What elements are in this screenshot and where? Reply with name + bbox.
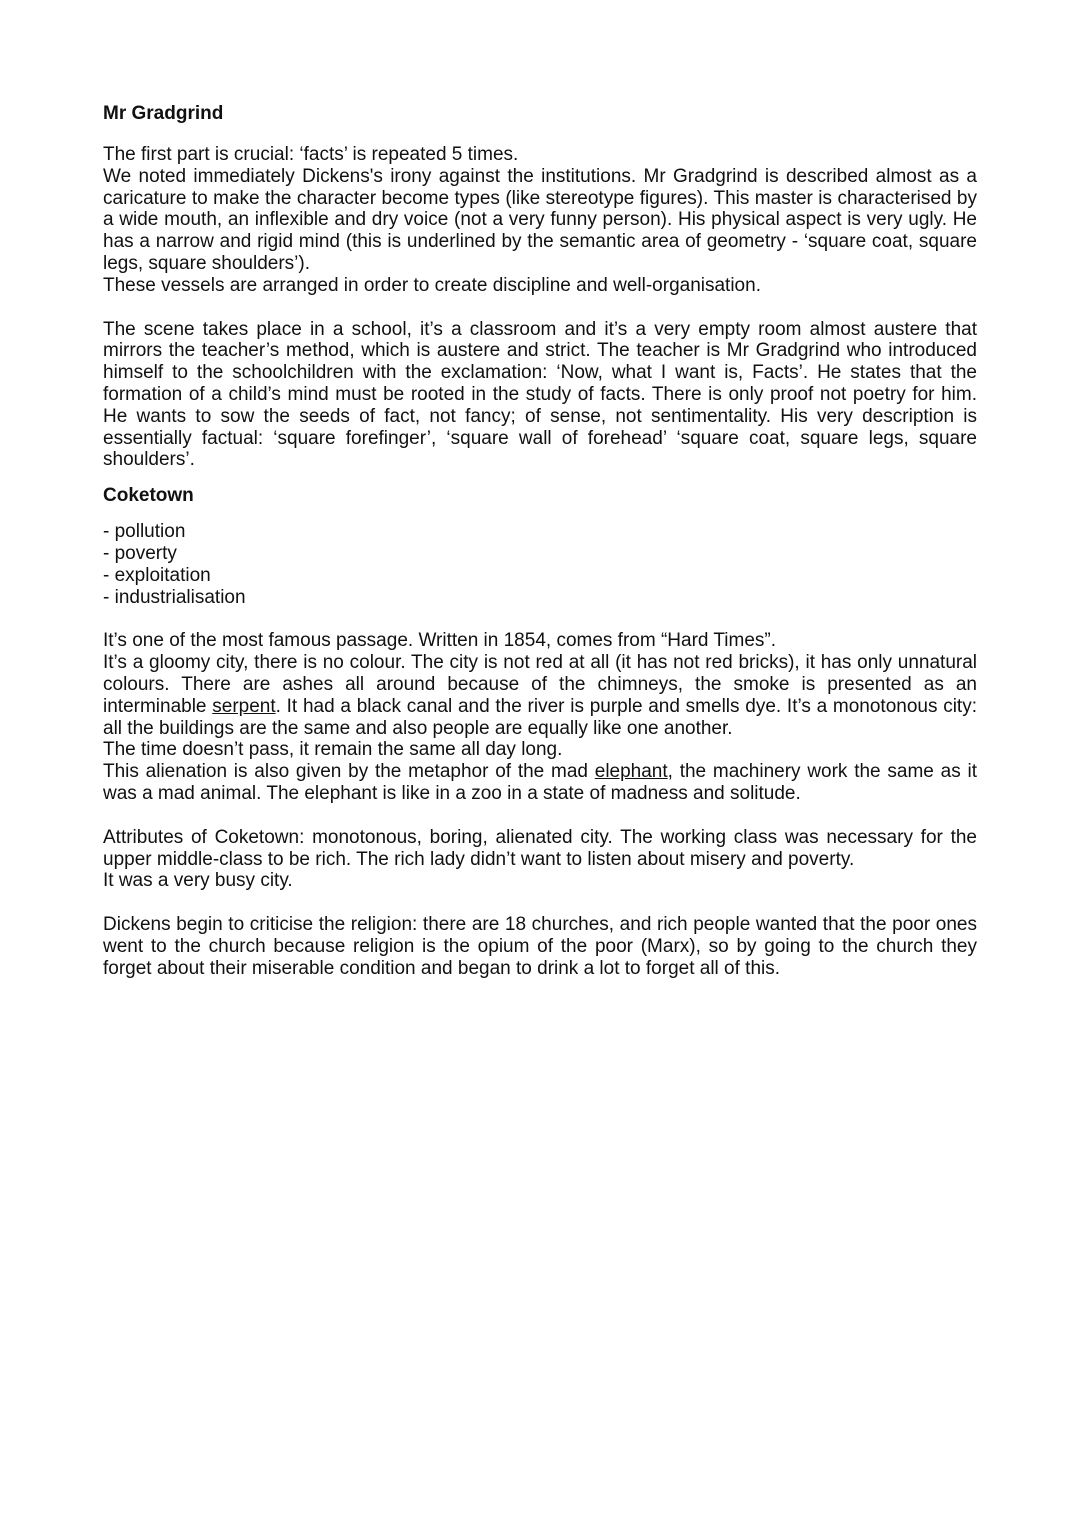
list-item: - poverty — [103, 542, 177, 564]
text-span: This alienation is also given by the metaphor of the mad — [103, 761, 595, 783]
paragraph-irony-institutions: We noted immediately Dickens's irony against the institutions. Mr Gradgrind is described almost as a caricature to make the character become types (like stereotype figures). This master is characterised by a wide mouth, an inflexible and dry voice (not a very funny person). His physical aspect is very ugly. He has a narrow and rigid mind (this is underlined by the semantic area of geometry - ‘square coat, square legs, square shoulders’). — [103, 165, 977, 274]
paragraph-famous-passage: It’s one of the most famous passage. Written in 1854, comes from “Hard Times”. — [103, 630, 777, 652]
spacer — [103, 509, 977, 521]
paragraph-facts-repeated: The first part is crucial: ‘facts’ is repeated 5 times. — [103, 144, 519, 165]
paragraph-religion: Dickens begin to criticise the religion: there are 18 churches, and rich people wanted that the poor ones went to the church because religion is the opium of the poor (Marx), so by going to the church they forget about their miserable condition and began to drink a lot to forget all of this. — [103, 914, 977, 979]
paragraph-school-scene: The scene takes place in a school, it’s a classroom and it’s a very empty room almost austere that mirrors the teacher’s method, which is austere and strict. The teacher is Mr Gradgrind who introduced himself to the schoolchildren with the exclamation: ‘Now, what I want is, Facts’. He states that the formation of a child’s mind must be rooted in the study of facts. There is only proof not poetry for him. He wants to sow the seeds of fact, not fancy; of sense, not sentimentality. His very description is essentially factual: ‘square forefinger’, ‘square wall of forehead’ ‘square coat, square legs, square shoulders’. — [103, 318, 977, 471]
spacer — [103, 805, 977, 827]
text-span: . It had a black canal and the river is purple and smells dye. It’s a monotonous city: all the buildings are the same and also people are equally like one another. — [103, 695, 977, 739]
coketown-themes-list — [103, 521, 977, 608]
spacer — [103, 471, 977, 483]
spacer — [103, 608, 977, 630]
paragraph-gloomy-city — [103, 652, 977, 739]
paragraph-time: The time doesn’t pass, it remain the same all day long. — [103, 739, 563, 761]
list-item: - pollution — [103, 521, 186, 543]
text-span: , the machinery work the same as it was a mad animal. The elephant is like in a zoo in a state of madness and solitude. — [103, 761, 977, 804]
text-span: It’s a gloomy city, there is no colour. The city is not red at all (it has not red bricks), it has only unnatural colours. There are ashes all around because of the chimneys, the smoke is presented as an interminable — [103, 652, 977, 717]
underlined-word-elephant: elephant — [594, 761, 668, 783]
list-item: - industrialisation — [103, 586, 246, 608]
section-heading-coketown: Coketown — [103, 485, 194, 507]
paragraph-alienation — [103, 761, 977, 805]
list-item: - exploitation — [103, 564, 211, 586]
paragraph-busy-city: It was a very busy city. — [103, 870, 293, 892]
section-heading-mr-gradgrind: Mr Gradgrind — [103, 103, 224, 124]
spacer — [103, 127, 977, 144]
spacer — [103, 892, 977, 914]
paragraph-vessels: These vessels are arranged in order to create discipline and well-organisation. — [103, 274, 761, 296]
underlined-word-serpent: serpent — [212, 695, 276, 717]
document-page — [103, 101, 977, 980]
spacer — [103, 297, 977, 319]
paragraph-attributes: Attributes of Coketown: monotonous, boring, alienated city. The working class was necessary for the upper middle-class to be rich. The rich lady didn’t want to listen about misery and poverty. — [103, 826, 977, 870]
